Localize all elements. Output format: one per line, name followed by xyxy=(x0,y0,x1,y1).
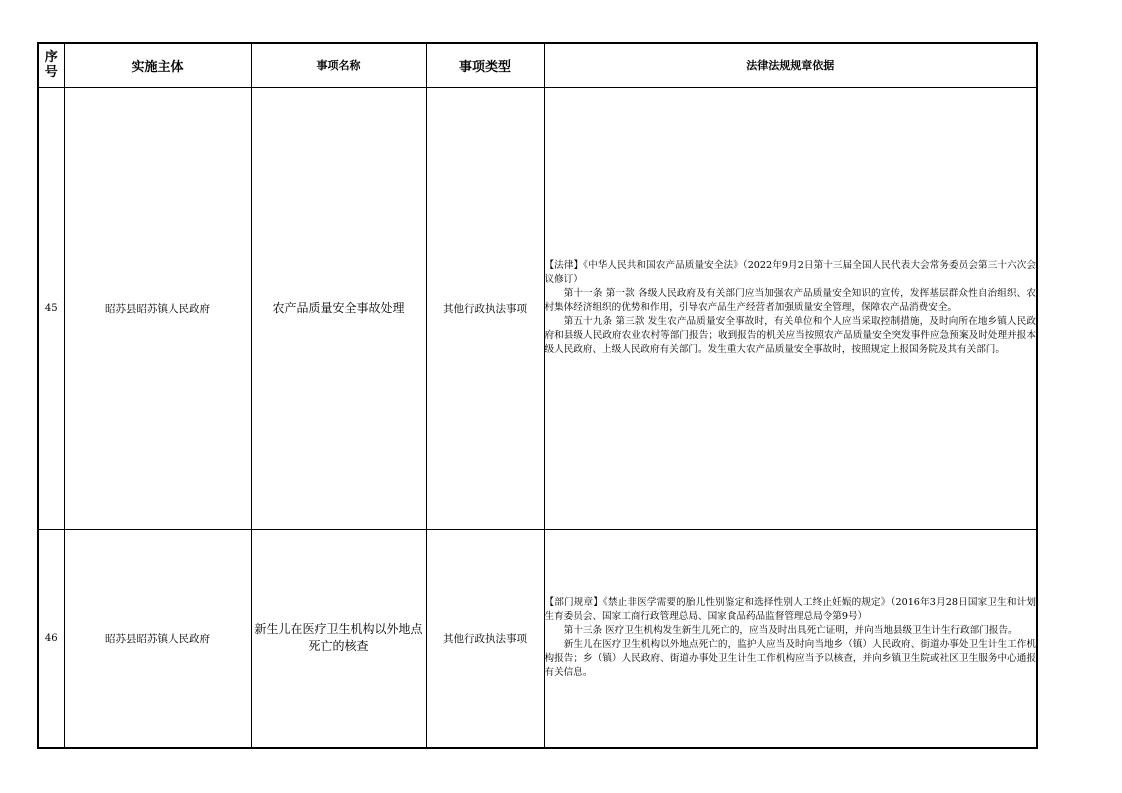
table-row xyxy=(38,87,1037,529)
header-item-name: 事项名称 xyxy=(251,43,426,87)
row-legal-basis xyxy=(544,87,1037,529)
row-agency: 昭苏县昭苏镇人民政府 xyxy=(64,529,251,748)
row-item-type: 其他行政执法事项 xyxy=(426,529,544,748)
table-row xyxy=(38,529,1037,748)
header-item-type: 事项类型 xyxy=(426,43,544,87)
basis-source: 【部门规章】《禁止非医学需要的胎儿性别鉴定和选择性别人工终止妊娠的规定》（2016年3月28日国家卫生和计划生育委员会、国家工商行政管理总局、国家食品药品监督管理总局令第9号） xyxy=(544,597,1036,623)
row-serial-number: 46 xyxy=(38,529,64,748)
header-agency: 实施主体 xyxy=(64,43,251,87)
basis-article: 第五十九条 第三款 发生农产品质量安全事故时，有关单位和个人应当采取控制措施，及时向所在地乡镇人民政府和县级人民政府农业农村等部门报告；收到报告的机关应当按照农产品质量安全突发事件应急预案及时处理并报本级人民政府、上级人民政府有关部门。发生重大农产品质量安全事故时，按照规定上报国务院及其有关部门。 xyxy=(544,316,1036,355)
basis-article: 第十三条 医疗卫生机构发生新生儿死亡的，应当及时出具死亡证明，并向当地县级卫生计生行政部门报告。 xyxy=(563,625,1018,637)
row-item-name: 农产品质量安全事故处理 xyxy=(251,87,426,529)
header-serial-number: 序号 xyxy=(38,43,64,87)
basis-article: 第十一条 第一款 各级人民政府及有关部门应当加强农产品质量安全知识的宣传，发挥基层群众性自治组织、农村集体经济组织的优势和作用，引导农产品生产经营者加强质量安全管理，保障农产品消费安全。 xyxy=(544,288,1036,313)
row-item-type: 其他行政执法事项 xyxy=(426,87,544,529)
basis-article: 新生儿在医疗卫生机构以外地点死亡的，监护人应当及时向当地乡（镇）人民政府、街道办事处卫生计生工作机构报告；乡（镇）人民政府、街道办事处卫生计生工作机构应当予以核查，并向乡镇卫生院或社区卫生服务中心通报有关信息。 xyxy=(544,639,1036,679)
row-legal-basis xyxy=(544,529,1037,748)
row-serial-number: 45 xyxy=(38,87,64,529)
header-legal-basis: 法律法规规章依据 xyxy=(544,43,1037,87)
basis-source: 【法律】《中华人民共和国农产品质量安全法》（2022年9月2日第十三届全国人民代表大会常务委员会第三十六次会议修订） xyxy=(544,260,1036,285)
row-agency: 昭苏县昭苏镇人民政府 xyxy=(64,87,251,529)
table-header-row xyxy=(38,43,1037,87)
enforcement-items-table xyxy=(37,42,1038,749)
row-item-name: 新生儿在医疗卫生机构以外地点死亡的核查 xyxy=(251,529,426,748)
